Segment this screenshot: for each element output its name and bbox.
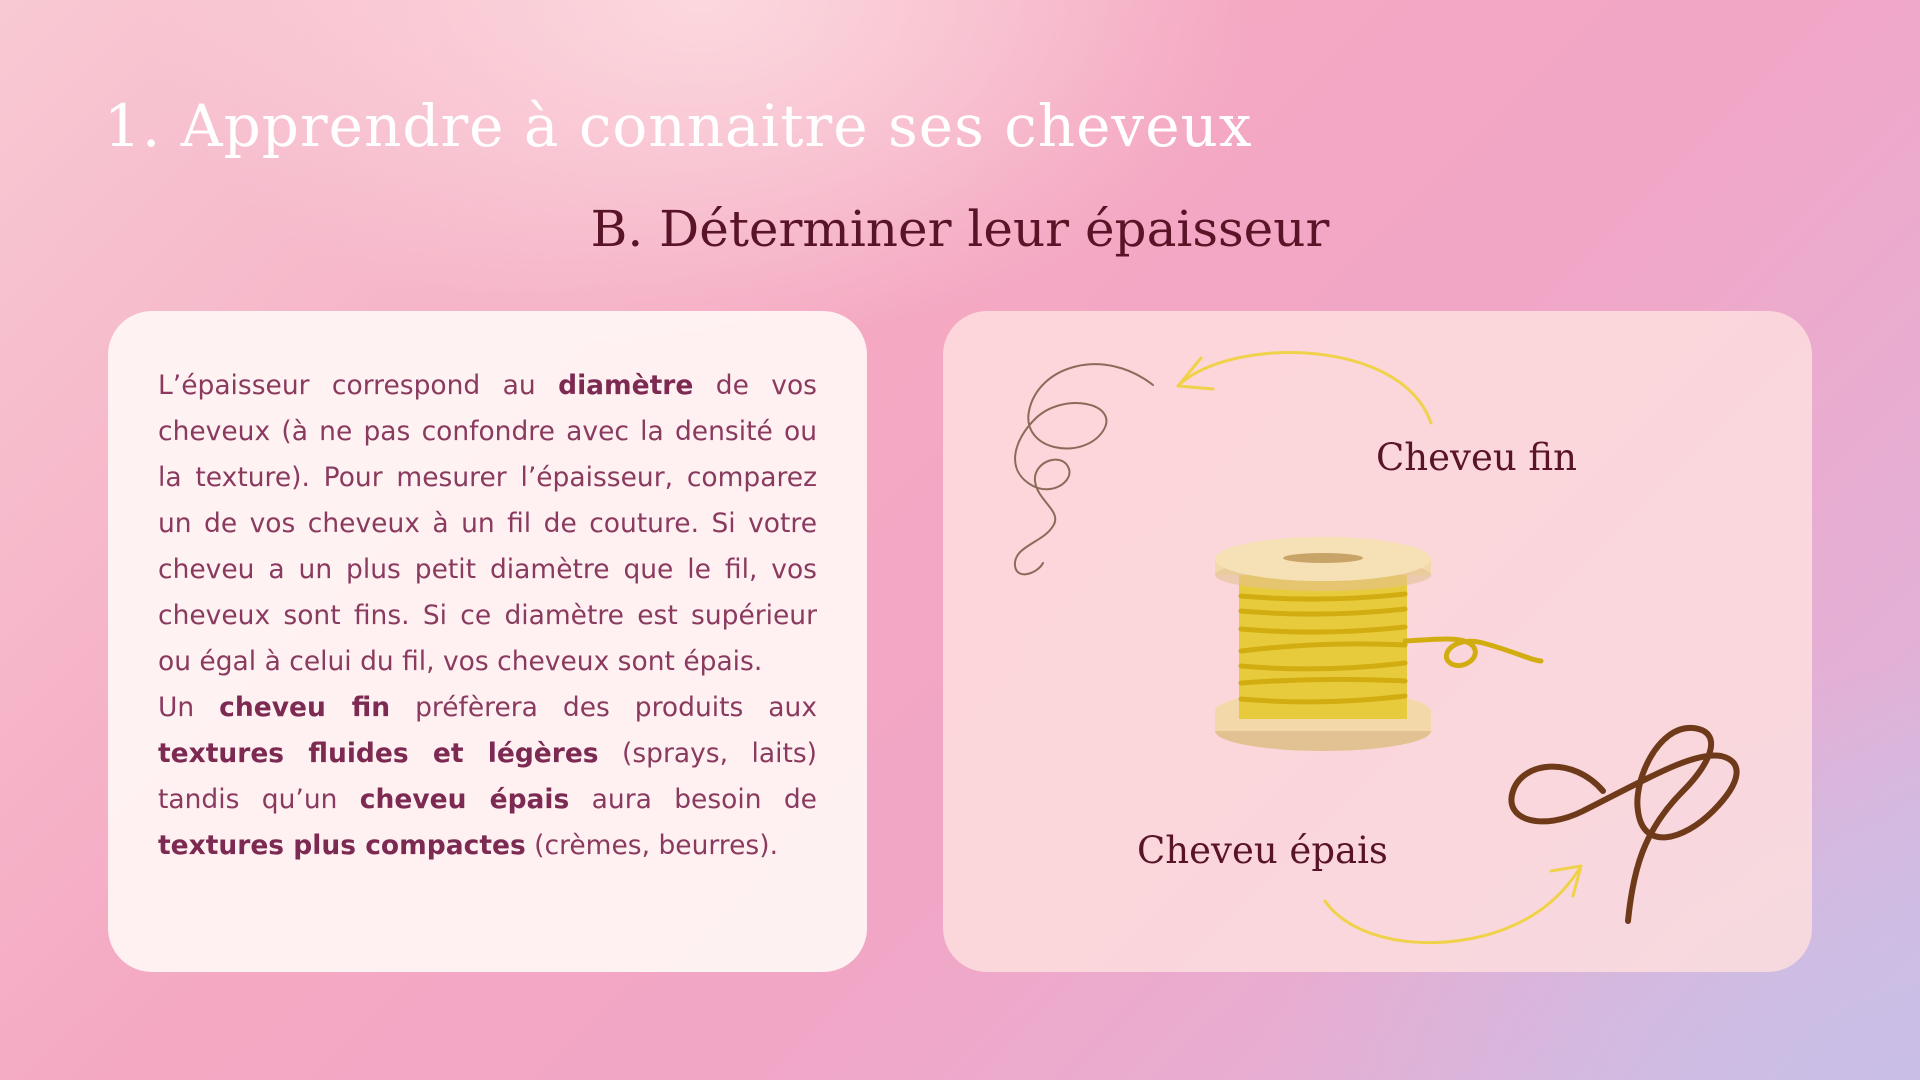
arrow-icon [1178,353,1431,423]
text-run: L’épaisseur correspond au [158,370,559,401]
slide-title: 1. Apprendre à connaitre ses cheveux [104,92,1253,160]
bold-term-cheveu-epais: cheveu épais [359,784,570,815]
thread-spool-icon [1215,537,1541,751]
bold-term-diametre: diamètre [558,370,694,401]
text-run: préfèrera des produits aux [390,692,817,723]
bold-term-textures-legeres: textures fluides et légères [158,738,599,769]
explanation-paragraph-1 [158,363,817,685]
text-run: aura besoin de [569,784,817,815]
text-run: (crèmes, beurres). [525,830,778,861]
text-run: (sprays, laits) tandis qu’un [158,738,817,815]
illustration-canvas [943,311,1812,972]
explanation-card [108,311,867,972]
explanation-paragraph-2 [158,685,817,869]
thick-hair-curl-icon [1511,728,1736,921]
arrow-icon [1325,866,1581,943]
bold-term-cheveu-fin: cheveu fin [219,692,391,723]
section-subtitle: B. Déterminer leur épaisseur [590,200,1330,258]
bold-term-textures-compactes: textures plus compactes [158,830,526,861]
text-run: Un [158,692,220,723]
thin-hair-curl-icon [1015,364,1153,574]
text-run: de vos cheveux (à ne pas confondre avec la densité ou la texture). Pour mesurer l’épaisseur, comparez un de vos cheveux à un fil de couture. Si votre cheveu a un plus petit diamètre que le fil, vos cheveux sont fins. Si ce diamètre est supérieur ou égal à celui du fil, vos cheveux sont épais. [158,370,817,677]
illustration-card [943,311,1812,972]
label-cheveu-epais: Cheveu épais [1137,829,1388,872]
label-cheveu-fin: Cheveu fin [1376,436,1577,479]
